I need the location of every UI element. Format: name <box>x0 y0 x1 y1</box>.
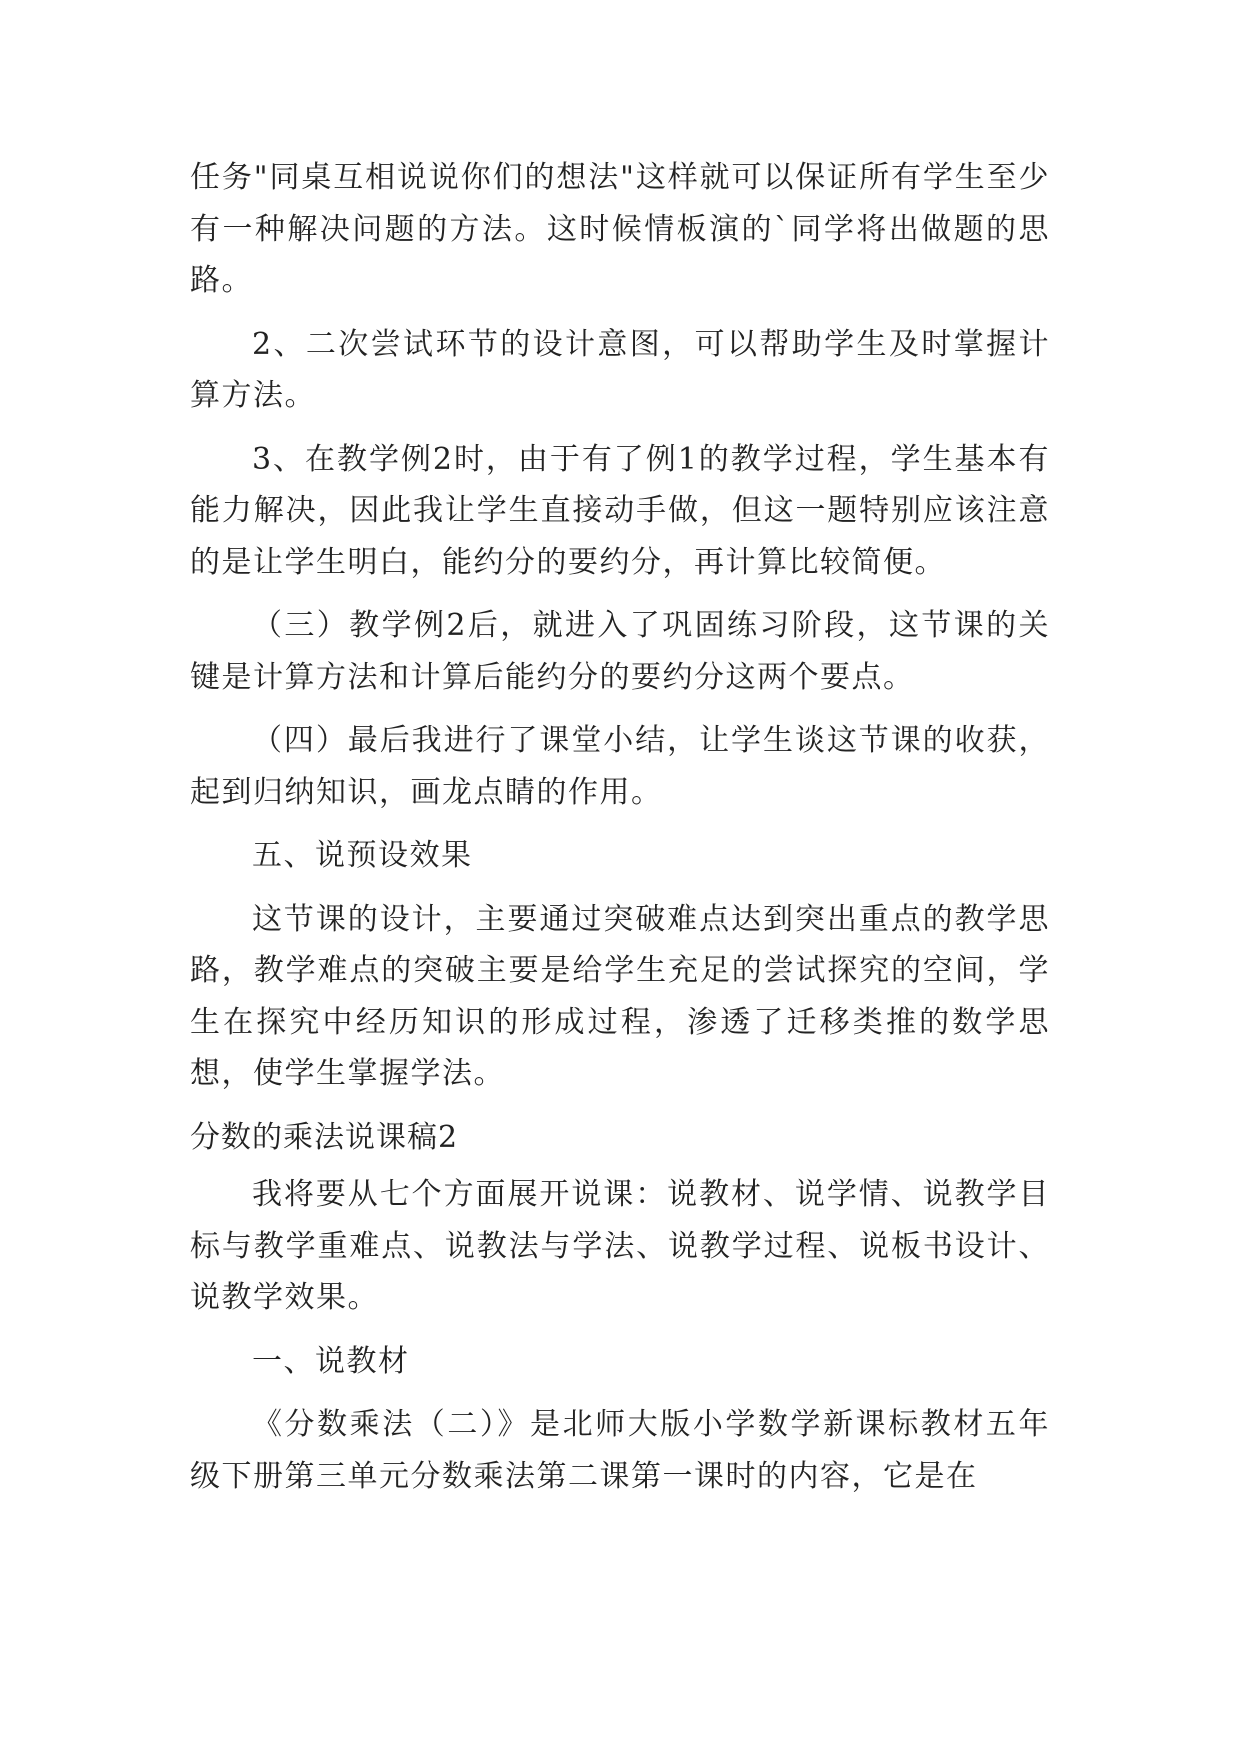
document-body <box>190 152 1050 1514</box>
section-title: 分数的乘法说课稿2 <box>190 1119 459 1155</box>
paragraph: 我将要从七个方面展开说课：说教材、说学情、说教学目标与教学重难点、说教法与学法、说教学过程、说板书设计、说教学效果。 <box>190 1177 1050 1315</box>
subheading: 五、说预设效果 <box>252 838 473 873</box>
paragraph-continued: 任务"同桌互相说说你们的想法"这样就可以保证所有学生至少有一种解决问题的方法。这时候情板演的`同学将出做题的思路。 <box>190 160 1050 298</box>
paragraph: 3、在教学例2时，由于有了例1的教学过程，学生基本有能力解决，因此我让学生直接动手做，但这一题特别应该注意的是让学生明白，能约分的要约分，再计算比较简便。 <box>190 441 1050 580</box>
paragraph: 2、二次尝试环节的设计意图，可以帮助学生及时掌握计算方法。 <box>190 326 1050 413</box>
paragraph: 《分数乘法（二）》是北师大版小学数学新课标教材五年级下册第三单元分数乘法第二课第一课时的内容，它是在 <box>190 1407 1050 1494</box>
paragraph: （三）教学例2后，就进入了巩固练习阶段，这节课的关键是计算方法和计算后能约分的要约分这两个要点。 <box>190 608 1050 695</box>
subheading: 一、说教材 <box>252 1343 410 1379</box>
paragraph: （四）最后我进行了课堂小结，让学生谈这节课的收获，起到归纳知识，画龙点睛的作用。 <box>190 723 1050 810</box>
paragraph: 这节课的设计，主要通过突破难点达到突出重点的教学思路，教学难点的突破主要是给学生充足的尝试探究的空间，学生在探究中经历知识的形成过程，渗透了迁移类推的数学思想，使学生掌握学法。 <box>190 901 1050 1091</box>
